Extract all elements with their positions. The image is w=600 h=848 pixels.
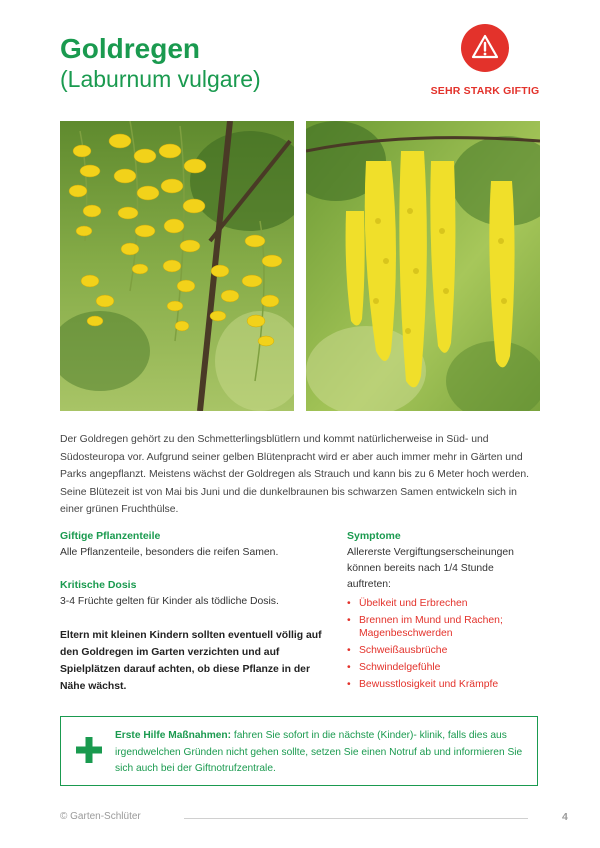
intro-paragraph: Der Goldregen gehört zu den Schmetterlingsblütlern und kommt natürlicherweise in Süd- und Südosteuropa vor. Aufgrund seiner gelben Blütenpracht wird er aber auch immer mehr in Gärten und Parks angepflanzt. Meistens wächst der Goldregen als Strauch und kann bis zu 6 Meter hoch werden. Seine Blütezeit ist von Mai bis Juni und die dunkelbraunen bis schwarzen Samen entwickeln sich in einer grünen Fruchthülse. xyxy=(60,434,529,515)
dose-text: 3-4 Früchte gelten für Kinder als tödliche Dosis. xyxy=(60,596,279,607)
laburnum-photo-closeup xyxy=(60,121,294,411)
symptom-list xyxy=(347,598,547,696)
symptoms-intro: Allererste Vergiftungserscheinungen können bereits nach 1/4 Stunde auftreten: xyxy=(347,547,514,590)
symptoms-heading: Symptome xyxy=(347,530,401,542)
warning-badge xyxy=(461,24,509,72)
warning-triangle-icon xyxy=(471,33,499,61)
page-number: 4 xyxy=(562,811,568,823)
first-aid-body: fahren Sie sofort in die nächste (Kinder)- klinik, falls dies aus irgendwelchen Gründen nicht gehen sollte, setzen Sie einen Notruf ab und informieren Sie sich auch bei der Giftnotrufzentrale. xyxy=(115,730,523,774)
list-item: • Schwindelgefühle xyxy=(347,661,441,673)
page-title: Goldregen xyxy=(60,33,201,64)
page-subtitle: (Laburnum vulgare) xyxy=(60,66,261,92)
first-aid-box xyxy=(60,716,538,786)
footer-copyright: © Garten-Schlüter xyxy=(60,811,141,822)
list-item: • Bewusstlosigkeit und Krämpfe xyxy=(347,678,499,690)
laburnum-photo-racemes xyxy=(306,121,540,411)
dose-heading: Kritische Dosis xyxy=(60,579,137,591)
list-item: • Übelkeit und Erbrechen xyxy=(347,598,468,609)
warning-label: SEHR STARK GIFTIG xyxy=(430,85,540,97)
first-aid-label: Erste Hilfe Maßnahmen: xyxy=(115,730,232,741)
list-item: • Schweißausbrüche xyxy=(347,644,448,656)
toxic-parts-heading: Giftige Pflanzenteile xyxy=(60,530,161,542)
first-aid-text xyxy=(115,728,529,778)
plus-icon xyxy=(76,737,102,763)
footer-divider xyxy=(184,818,528,819)
list-item: • Brennen im Mund und Rachen; Magenbeschwerden xyxy=(347,615,503,639)
parent-warning: Eltern mit kleinen Kindern sollten eventuell völlig auf den Goldregen im Garten verzichten und auf Spielplätzen darauf achten, ob diese Pflanze in der Nähe wächst. xyxy=(60,630,322,692)
toxic-parts-text: Alle Pflanzenteile, besonders die reifen Samen. xyxy=(60,547,279,558)
